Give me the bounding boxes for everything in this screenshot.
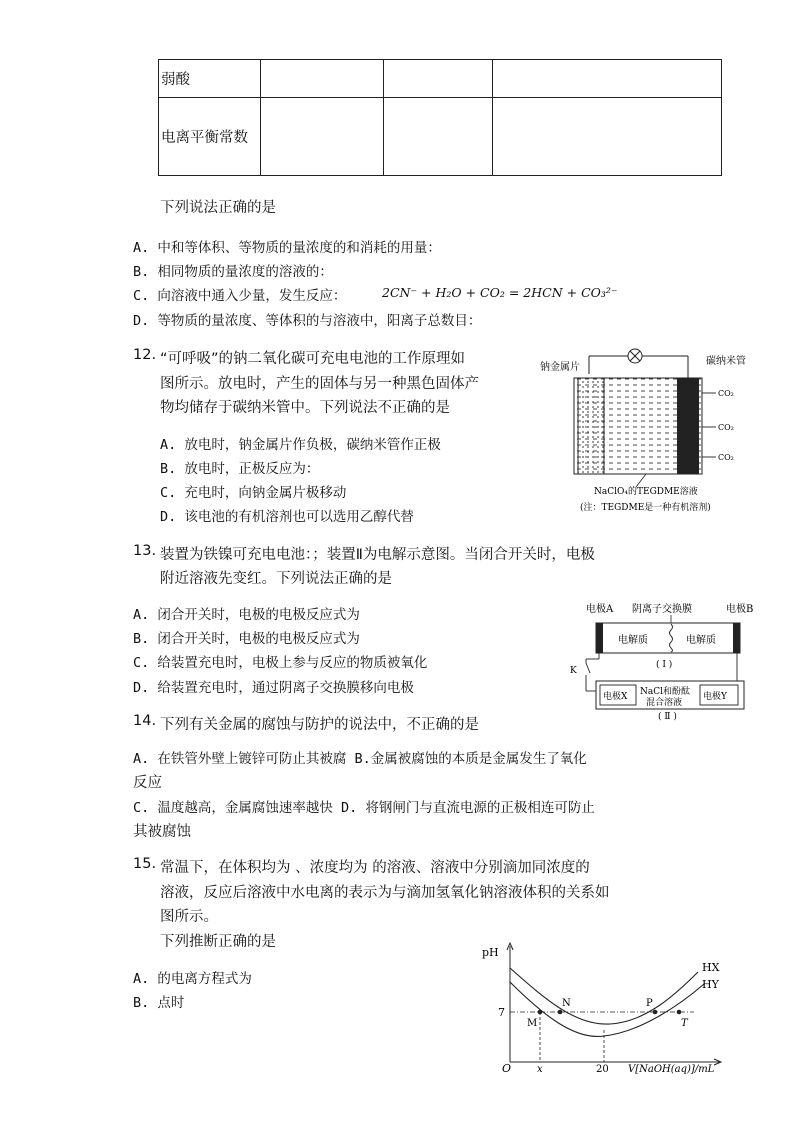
label-m: M [527, 1018, 538, 1029]
q15-prompt: 下列推断正确的是 [160, 934, 276, 950]
q11-option-a: A. 中和等体积、等物质的量浓度的和消耗的用量： [133, 240, 441, 256]
q11-prompt: 下列说法正确的是 [160, 200, 276, 216]
switch-k [586, 663, 590, 673]
label-mixture-line2: 混合溶液 [646, 698, 683, 708]
q12-stem-line3: 物均储存于碳纳米管中。下列说法不正确的是 [160, 400, 450, 416]
q11-option-c-equation: 2CN⁻ + H₂O + CO₂ = 2HCN + CO₃²⁻ [382, 285, 618, 300]
q15-stem-line3: 图所示。 [160, 909, 218, 925]
tick-x: x [537, 1064, 543, 1075]
q15-option-a: A. 的电离方程式为 [133, 971, 252, 987]
q14-options-ab: A. 在铁管外壁上镀锌可防止其被腐 B.金属被腐蚀的本质是金属发生了氧化 [133, 751, 587, 767]
point-m [538, 1010, 543, 1015]
co2-label: CO₂ [718, 389, 734, 398]
tick-7: 7 [498, 1006, 505, 1019]
label-solution: NaClO₄的TEGDME溶液 [594, 487, 698, 497]
tick-20: 20 [596, 1064, 609, 1075]
q13-apparatus-figure [566, 597, 772, 721]
table-header-weak-acid: 弱酸 [159, 60, 261, 98]
q14-options-cd-cont: 其被腐蚀 [133, 824, 191, 840]
q13-option-b: B. 闭合开关时，电极的电极反应式为 [133, 631, 360, 647]
curve-hy [510, 982, 704, 1036]
label-carbon-nanotube: 碳纳米管 [706, 356, 746, 367]
label-hy: HY [702, 978, 719, 991]
q12-stem-line1: “可呼吸”的钠二氧化碳可充电电池的工作原理如 [160, 351, 466, 367]
acid-constant-table [158, 59, 722, 176]
q14-stem: 下列有关金属的腐蚀与防护的说法中，不正确的是 [160, 717, 479, 733]
table-cell [493, 60, 722, 98]
q13-option-a: A. 闭合开关时，电极的电极反应式为 [133, 607, 360, 623]
co2-arrows [702, 389, 734, 462]
label-hx: HX [702, 961, 720, 974]
label-membrane: 阴离子交换膜 [632, 604, 692, 615]
co2-label: CO₂ [718, 453, 734, 462]
label-n: N [562, 998, 571, 1009]
origin-label: O [502, 1062, 512, 1075]
label-mixture-line1: NaCl和酚酞 [640, 687, 691, 697]
q12-battery-figure [536, 340, 752, 520]
carbon-nanotube [677, 378, 699, 474]
label-electrolyte-right: 电解质 [686, 635, 716, 646]
label-sodium-plate: 钠金属片 [540, 362, 580, 373]
q11-option-d: D. 等物质的量浓度、等体积的与溶液中，阳离子总数目： [133, 313, 482, 329]
point-p [653, 1010, 658, 1015]
table-cell [384, 98, 493, 176]
label-electrode-y: 电极Y [703, 692, 727, 702]
table-cell [493, 98, 722, 176]
q13-option-d: D. 给装置充电时，通过阴离子交换膜移向电极 [133, 680, 414, 696]
q15-option-b: B. 点时 [133, 995, 185, 1011]
label-switch-k: K [570, 666, 577, 676]
table-cell [261, 98, 384, 176]
curve-hx [510, 968, 698, 1024]
q13-option-c: C. 给装置充电时，电极上参与反应的物质被氧化 [133, 655, 428, 671]
q12-option-a: A. 放电时，钠金属片作负极，碳纳米管作正极 [160, 437, 441, 453]
label-electrolyte-left: 电解质 [618, 635, 648, 646]
q11-option-c: C. 向溶液中通入少量，发生反应： [133, 288, 347, 304]
axis-label-ph: pH [482, 946, 499, 959]
q15-number: 15. [133, 856, 157, 872]
q12-stem-line2: 图所示。放电时，产生的固体与另一种黑色固体产 [160, 376, 479, 392]
q14-options-cd: C. 温度越高，金属腐蚀速率越快 D. 将钢闸门与直流电源的正极相连可防止 [133, 800, 595, 816]
label-electrode-b: 电极B [726, 604, 754, 615]
co2-label: CO₂ [718, 423, 734, 432]
point-t [677, 1010, 682, 1015]
q12-number: 12. [133, 347, 157, 363]
q15-stem-line1: 常温下，在体积均为 、浓度均为 的溶液、溶液中分别滴加同浓度的 [160, 860, 590, 876]
point-n [558, 1010, 563, 1015]
q15-stem-line2: 溶液，反应后溶液中水电离的表示为与滴加氢氧化钠溶液体积的关系如 [160, 885, 610, 901]
q15-titration-figure [476, 938, 732, 1078]
table-cell [261, 60, 384, 98]
electrode-a [596, 623, 603, 653]
axis-label-volume: V[NaOH(aq)]/mL [628, 1064, 715, 1075]
q13-stem-line1: 装置为铁镍可充电电池：；装置Ⅱ为电解示意图。当闭合开关时，电极 [160, 547, 595, 563]
q14-number: 14. [133, 713, 157, 729]
label-electrode-x: 电极X [603, 692, 628, 702]
label-p: P [646, 998, 653, 1009]
label-t: T [681, 1018, 688, 1029]
table-header-ionization-constant: 电离平衡常数 [159, 98, 261, 176]
q12-option-b: B. 放电时，正极反应为： [160, 461, 320, 477]
q12-option-d: D. 该电池的有机溶剂也可以选用乙醇代替 [160, 509, 414, 525]
label-device-1: ( Ⅰ ) [656, 660, 673, 670]
table-cell [384, 60, 493, 98]
label-device-2: ( Ⅱ ) [658, 712, 677, 721]
q14-options-ab-cont: 反应 [133, 775, 162, 791]
sodium-plate [578, 378, 604, 474]
electrode-b [733, 623, 740, 653]
q12-option-c: C. 充电时，向钠金属片极移动 [160, 485, 347, 501]
label-electrode-a: 电极A [586, 604, 614, 615]
label-note: (注：TEGDME是一种有机溶剂) [580, 503, 711, 513]
q13-number: 13. [133, 543, 157, 559]
q13-stem-line2: 附近溶液先变红。下列说法正确的是 [160, 571, 392, 587]
q11-option-b: B. 相同物质的量浓度的溶液的： [133, 264, 333, 280]
